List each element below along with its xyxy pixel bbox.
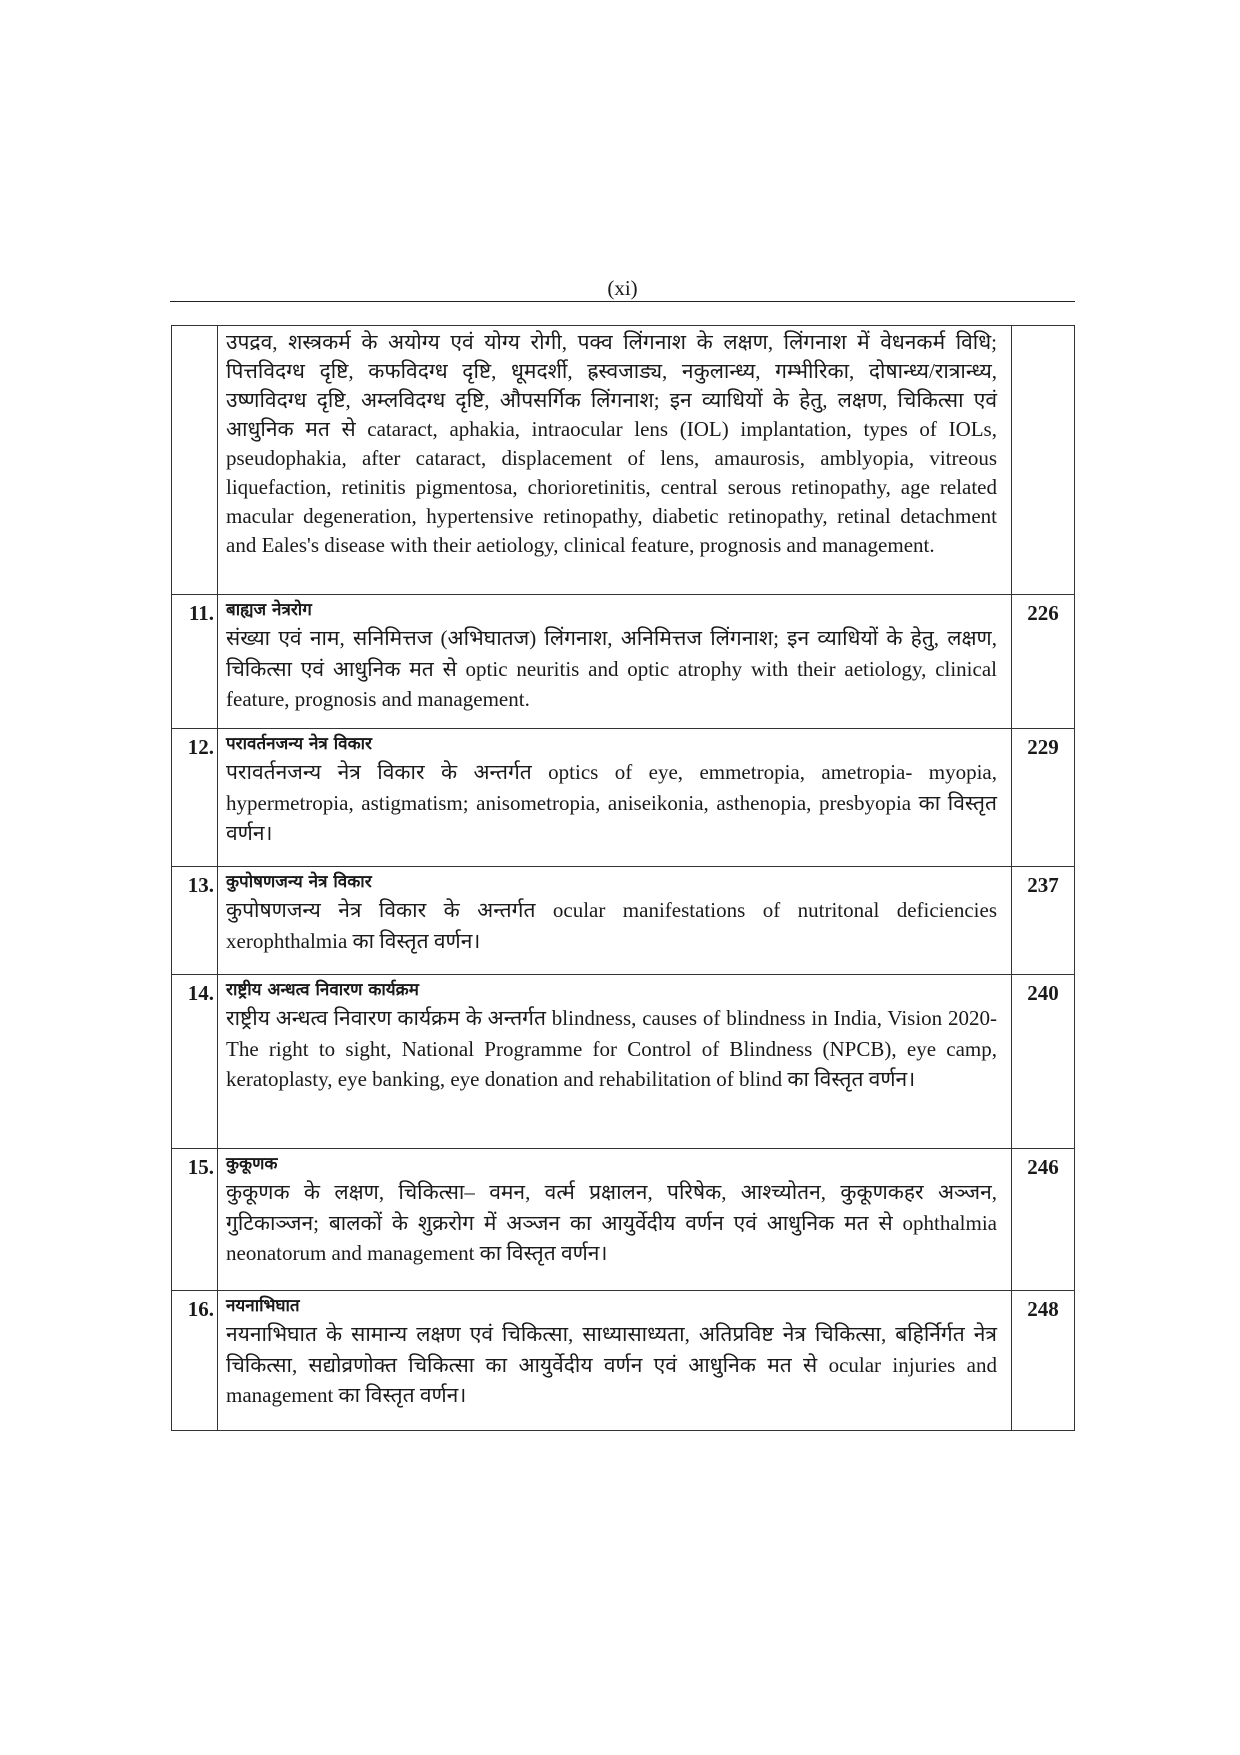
chapter-description: कुपोषणजन्य नेत्र विकार के अन्तर्गत ocular manifestations of nutritonal deficiencies xerophthalmia का विस्तृत वर्णन। <box>226 898 997 953</box>
chapter-page: 246 <box>1012 1149 1075 1291</box>
chapter-number <box>172 326 218 595</box>
chapter-body <box>218 326 1012 595</box>
table-row <box>172 867 1075 975</box>
chapter-number: 11. <box>172 595 218 729</box>
header-rule <box>170 301 1075 302</box>
chapter-page: 237 <box>1012 867 1075 975</box>
table-row <box>172 729 1075 867</box>
chapter-title: कुपोषणजन्य नेत्र विकार <box>226 872 372 892</box>
chapter-description: परावर्तनजन्य नेत्र विकार के अन्तर्गत optics of eye, emmetropia, ametropia- myopia, hypermetropia, astigmatism; anisometropia, aniseikonia, asthenopia, presbyopia का विस्तृत वर्णन। <box>226 760 997 845</box>
chapter-body <box>218 867 1012 975</box>
chapter-body <box>218 595 1012 729</box>
chapter-number: 16. <box>172 1291 218 1431</box>
chapter-description: उपद्रव, शस्त्रकर्म के अयोग्य एवं योग्य रोगी, पक्व लिंगनाश के लक्षण, लिंगनाश में वेधनकर्म विधि; पित्तविदग्ध दृष्टि, कफविदग्ध दृष्टि, धूमदर्शी, ह्रस्वजाड्य, नकुलान्ध्य, गम्भीरिका, दोषान्ध्य/रात्रान्ध्य, उष्णविदग्ध दृष्टि, अम्लविदग्ध दृष्टि, औपसर्गिक लिंगनाश; इन व्याधियों के हेतु, लक्षण, चिकित्सा एवं आधुनिक मत से cataract, aphakia, intraocular lens (IOL) implantation, types of IOLs, pseudophakia, after cataract, displacement of lens, amaurosis, amblyopia, vitreous liquefaction, retinitis pigmentosa, chorioretinitis, central serous retinopathy, age related macular degeneration, hypertensive retinopathy, diabetic retinopathy, retinal detachment and Eales's disease with their aetiology, clinical feature, prognosis and management. <box>226 330 997 557</box>
chapter-body <box>218 729 1012 867</box>
table-row <box>172 1291 1075 1431</box>
chapter-title: बाह्यज नेत्ररोग <box>226 600 312 620</box>
chapter-title: राष्ट्रीय अन्धत्व निवारण कार्यक्रम <box>226 980 419 1000</box>
chapter-page: 226 <box>1012 595 1075 729</box>
chapter-title: परावर्तनजन्य नेत्र विकार <box>226 734 373 754</box>
chapter-description: कुकूणक के लक्षण, चिकित्सा– वमन, वर्त्म प्रक्षालन, परिषेक, आश्च्योतन, कुकूणकहर अञ्जन, गुटिकाञ्जन; बालकों के शुक्ररोग में अञ्जन का आयुर्वेदीय वर्णन एवं आधुनिक मत से ophthalmia neonatorum and management का विस्तृत वर्णन। <box>226 1180 997 1265</box>
contents-table <box>171 325 1075 1431</box>
page-number-header: (xi) <box>607 276 638 300</box>
chapter-body <box>218 1291 1012 1431</box>
chapter-title: कुकूणक <box>226 1154 278 1174</box>
chapter-page <box>1012 326 1075 595</box>
chapter-body <box>218 1149 1012 1291</box>
chapter-description: राष्ट्रीय अन्धत्व निवारण कार्यक्रम के अन्तर्गत blindness, causes of blindness in India, Vision 2020- The right to sight, National Programme for Control of Blindness (NPCB), eye camp, keratoplasty, eye banking, eye donation and rehabilitation of blind का विस्तृत वर्णन। <box>226 1006 997 1091</box>
chapter-number: 15. <box>172 1149 218 1291</box>
chapter-page: 240 <box>1012 975 1075 1149</box>
chapter-number: 13. <box>172 867 218 975</box>
table-row <box>172 975 1075 1149</box>
chapter-number: 12. <box>172 729 218 867</box>
chapter-number: 14. <box>172 975 218 1149</box>
chapter-description: नयनाभिघात के सामान्य लक्षण एवं चिकित्सा, साध्यासाध्यता, अतिप्रविष्ट नेत्र चिकित्सा, बहिर्निर्गत नेत्र चिकित्सा, सद्योव्रणोक्त चिकित्सा का आयुर्वेदीय वर्णन एवं आधुनिक मत से ocular injuries and management का विस्तृत वर्णन। <box>226 1322 997 1407</box>
chapter-body <box>218 975 1012 1149</box>
table-row <box>172 595 1075 729</box>
chapter-page: 229 <box>1012 729 1075 867</box>
chapter-description: संख्या एवं नाम, सनिमित्तज (अभिघातज) लिंगनाश, अनिमित्तज लिंगनाश; इन व्याधियों के हेतु, लक्षण, चिकित्सा एवं आधुनिक मत से optic neuritis and optic atrophy with their aetiology, clinical feature, prognosis and management. <box>226 626 997 711</box>
chapter-title: नयनाभिघात <box>226 1296 300 1316</box>
table-row <box>172 1149 1075 1291</box>
chapter-page: 248 <box>1012 1291 1075 1431</box>
table-row <box>172 326 1075 595</box>
